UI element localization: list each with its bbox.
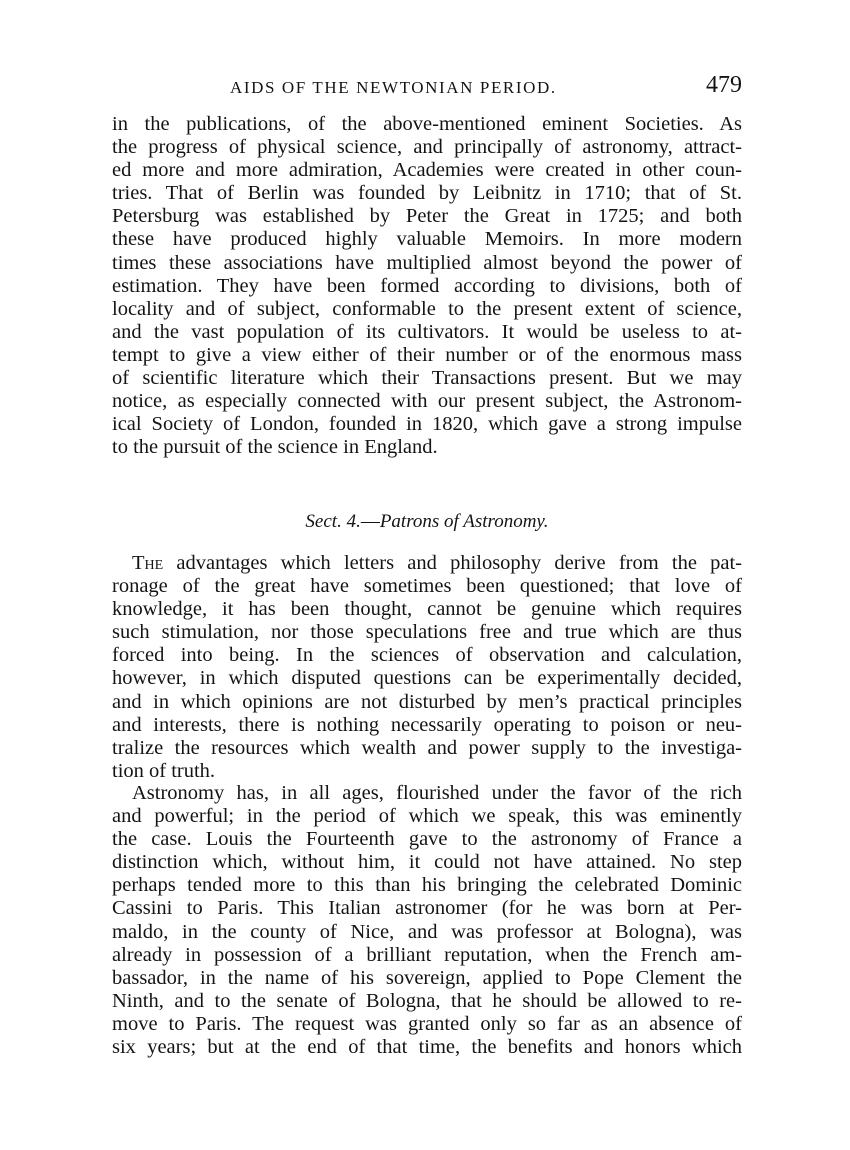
text-line: such stimulation, nor those speculations free and true which are thus [112,621,742,644]
text-line: tralize the resources which wealth and power supply to the investiga- [112,736,742,759]
text-line: times these associations have multiplied almost beyond the power of [112,251,742,274]
text-line: perhaps tended more to this than his bringing the celebrated Dominic [112,874,742,897]
text-line: notice, as especially connected with our present subject, the Astronom- [112,390,742,413]
text-line: Ninth, and to the senate of Bologna, that he should be allowed to re- [112,989,742,1012]
text-line: estimation. They have been formed according to divisions, both of [112,274,742,297]
text-line: distinction which, without him, it could not have attained. No step [112,851,742,874]
drop-word: The [132,552,164,574]
section-label: Sect. 4. [305,511,361,532]
text-line: and the vast population of its cultivators. It would be useless to at- [112,320,742,343]
paragraph-societies [112,113,742,459]
running-title: AIDS OF THE NEWTONIAN PERIOD. [230,78,557,97]
text-line: Astronomy has, in all ages, flourished under the favor of the rich [132,782,742,804]
text-line: Cassini to Paris. This Italian astronomer (for he was born at Per- [112,897,742,920]
first-line-rest: advantages which letters and philosophy derive from the pat- [163,552,742,574]
text-line: of scientific literature which their Transactions present. But we may [112,367,742,390]
text-line: and in which opinions are not disturbed by men’s practical principles [112,690,742,713]
text-line: ronage of the great have sometimes been questioned; that love of [112,575,742,598]
text-line: Petersburg was established by Peter the Great in 1725; and both [112,205,742,228]
text-line-first [112,552,742,575]
text-line: six years; but at the end of that time, the benefits and honors which [112,1036,742,1059]
text-line: tries. That of Berlin was founded by Leibnitz in 1710; that of St. [112,182,742,205]
text-line: ed more and more admiration, Academies were created in other coun- [112,159,742,182]
text-line: tempt to give a view either of their number or of the enormous mass [112,343,742,366]
paragraph-patronage [112,552,742,783]
page-number: 479 [706,72,742,98]
paragraph-astronomy [112,782,742,1059]
text-line: the progress of physical science, and principally of astronomy, attract- [112,136,742,159]
text-line: and powerful; in the period of which we speak, this was eminently [112,805,742,828]
text-line: the case. Louis the Fourteenth gave to the astronomy of France a [112,828,742,851]
running-head [112,74,742,104]
text-line: these have produced highly valuable Memoirs. In more modern [112,228,742,251]
text-line: to the pursuit of the science in England. [112,436,438,459]
section-dash: — [360,511,380,532]
text-line: already in possession of a brilliant reputation, when the French am- [112,943,742,966]
section-title: Patrons of Astronomy. [379,511,549,532]
text-line: bassador, in the name of his sovereign, applied to Pope Clement the [112,966,742,989]
text-line: ical Society of London, founded in 1820, which gave a strong impulse [112,413,742,436]
text-line: move to Paris. The request was granted only so far as an absence of [112,1012,742,1035]
text-line: locality and of subject, conformable to the present extent of science, [112,297,742,320]
text-line: in the publications, of the above-mentioned eminent Societies. As [112,113,742,135]
section-heading [112,511,742,533]
text-line: maldo, in the county of Nice, and was professor at Bologna), was [112,920,742,943]
text-line: and interests, there is nothing necessarily operating to poison or neu- [112,713,742,736]
text-line: knowledge, it has been thought, cannot be genuine which requires [112,598,742,621]
text-line: tion of truth. [112,759,216,782]
text-line: however, in which disputed questions can be experimentally decided, [112,667,742,690]
text-line: forced into being. In the sciences of observation and calculation, [112,644,742,667]
